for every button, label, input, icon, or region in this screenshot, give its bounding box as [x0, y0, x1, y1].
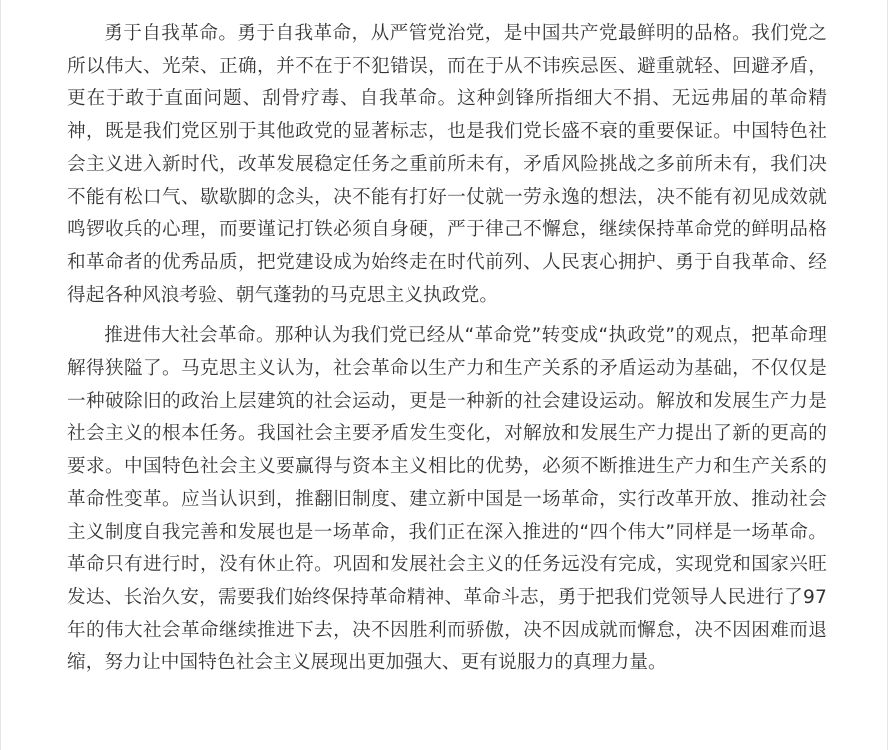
- paragraph-self-revolution: 勇于自我革命。勇于自我革命，从严管党治党，是中国共产党最鲜明的品格。我们党之所以伟大、光荣、正确，并不在于不犯错误，而在于从不讳疾忌医、避重就轻、回避矛盾，更在于敢于直面问题、刮骨疗毒、自我革命。这种剑锋所指细大不捐、无远弗届的革命精神，既是我们党区别于其他政党的显著标志，也是我们党长盛不衰的重要保证。中国特色社会主义进入新时代，改革发展稳定任务之重前所未有，矛盾风险挑战之多前所未有，我们决不能有松口气、歇歇脚的念头，决不能有打好一仗就一劳永逸的想法，决不能有初见成效就鸣锣收兵的心理，而要谨记打铁必须自身硬，严于律己不懈怠，继续保持革命党的鲜明品格和革命者的优秀品质，把党建设成为始终走在时代前列、人民衷心拥护、勇于自我革命、经得起各种风浪考验、朝气蓬勃的马克思主义执政党。: [67, 23, 827, 306]
- article-body: [67, 18, 827, 680]
- paragraph-social-revolution: 推进伟大社会革命。那种认为我们党已经从“革命党”转变成“执政党”的观点，把革命理解得狭隘了。马克思主义认为，社会革命以生产力和生产关系的矛盾运动为基础，不仅仅是一种破除旧的政治上层建筑的社会运动，更是一种新的社会建设运动。解放和发展生产力是社会主义的根本任务。我国社会主要矛盾发生变化，对解放和发展生产力提出了新的更高的要求。中国特色社会主义要赢得与资本主义相比的优势，必须不断推进生产力和生产关系的革命性变革。应当认识到，推翻旧制度、建立新中国是一场革命，实行改革开放、推动社会主义制度自我完善和发展也是一场革命，我们正在深入推进的“四个伟大”同样是一场革命。革命只有进行时，没有休止符。巩固和发展社会主义的任务远没有完成，实现党和国家兴旺发达、长治久安，需要我们始终保持革命精神、革命斗志，勇于把我们党领导人民进行了97年的伟大社会革命继续推进下去，决不因胜利而骄傲，决不因成就而懈怠，决不因困难而退缩，努力让中国特色社会主义展现出更加强大、更有说服力的真理力量。: [67, 325, 827, 674]
